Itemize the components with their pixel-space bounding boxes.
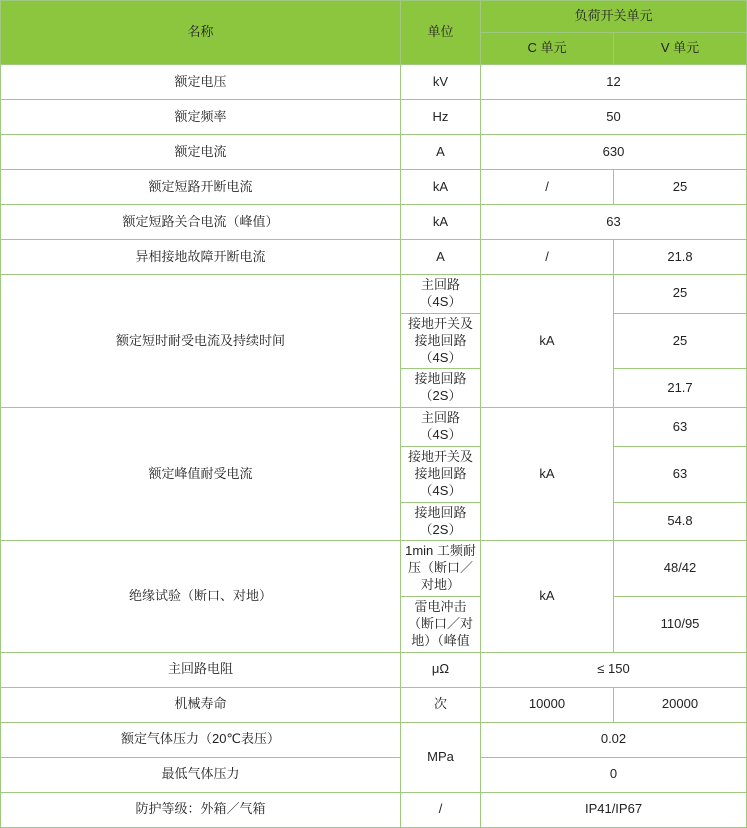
row-label: 最低气体压力: [1, 757, 401, 792]
row-value: 48/42: [614, 541, 747, 597]
group-unit: kA: [481, 408, 614, 541]
table-row: [1, 757, 747, 792]
row-value: 0: [481, 757, 747, 792]
row-value: 63: [614, 408, 747, 447]
row-label: 机械寿命: [1, 687, 401, 722]
row-value: 630: [481, 135, 747, 170]
row-value-v: 25: [614, 170, 747, 205]
group-unit: kA: [481, 541, 614, 652]
row-value-v: 20000: [614, 687, 747, 722]
row-value-c: /: [481, 170, 614, 205]
row-value: 25: [614, 275, 747, 314]
header-col-v: V 单元: [614, 33, 747, 65]
row-label: 防护等级：外箱／气箱: [1, 792, 401, 827]
row-value: ≤ 150: [481, 652, 747, 687]
table-row: [1, 792, 747, 827]
row-unit: μΩ: [401, 652, 481, 687]
row-label: 异相接地故障开断电流: [1, 240, 401, 275]
row-value: 50: [481, 100, 747, 135]
table-row: [1, 408, 747, 447]
row-unit: kA: [401, 170, 481, 205]
row-value: IP41/IP67: [481, 792, 747, 827]
row-label: 额定短路开断电流: [1, 170, 401, 205]
row-label: 额定气体压力（20℃表压）: [1, 722, 401, 757]
row-sublabel: 1min 工频耐压（断口／对地）: [401, 541, 481, 597]
header-name: 名称: [1, 1, 401, 65]
header-col-c: C 单元: [481, 33, 614, 65]
header-unit: 单位: [401, 1, 481, 65]
table-row: [1, 65, 747, 100]
table-row: [1, 135, 747, 170]
row-sublabel: 接地开关及接地回路（4S）: [401, 447, 481, 503]
table-header: [1, 1, 747, 65]
row-unit: Hz: [401, 100, 481, 135]
row-value: 63: [614, 447, 747, 503]
table-row: [1, 652, 747, 687]
row-value: 21.7: [614, 369, 747, 408]
row-label: 额定电压: [1, 65, 401, 100]
row-value: 63: [481, 205, 747, 240]
header-group: 负荷开关单元: [481, 1, 747, 33]
row-value: 54.8: [614, 502, 747, 541]
row-value-c: 10000: [481, 687, 614, 722]
table-row: [1, 541, 747, 597]
group-label-insulation-test: 绝缘试验（断口、对地）: [1, 541, 401, 652]
table-row: [1, 170, 747, 205]
table-body: [1, 65, 747, 828]
row-value: 0.02: [481, 722, 747, 757]
row-unit: A: [401, 135, 481, 170]
row-unit: kA: [401, 205, 481, 240]
row-sublabel: 雷电冲击（断口／对地）（峰值: [401, 597, 481, 653]
table-row: [1, 275, 747, 314]
row-value: 110/95: [614, 597, 747, 653]
row-unit: /: [401, 792, 481, 827]
group-unit: MPa: [401, 722, 481, 792]
row-sublabel: 主回路（4S）: [401, 275, 481, 314]
row-value-c: /: [481, 240, 614, 275]
table-row: [1, 100, 747, 135]
row-sublabel: 主回路（4S）: [401, 408, 481, 447]
row-sublabel: 接地回路（2S）: [401, 369, 481, 408]
row-label: 额定频率: [1, 100, 401, 135]
row-value: 12: [481, 65, 747, 100]
row-unit: 次: [401, 687, 481, 722]
row-value-v: 21.8: [614, 240, 747, 275]
row-label: 额定短路关合电流（峰值）: [1, 205, 401, 240]
row-sublabel: 接地回路（2S）: [401, 502, 481, 541]
group-unit: kA: [481, 275, 614, 408]
row-unit: kV: [401, 65, 481, 100]
table-row: [1, 205, 747, 240]
table-row: [1, 722, 747, 757]
group-label-rated-short-time: 额定短时耐受电流及持续时间: [1, 275, 401, 408]
row-value: 25: [614, 313, 747, 369]
group-label-rated-peak: 额定峰值耐受电流: [1, 408, 401, 541]
row-unit: A: [401, 240, 481, 275]
table-row: [1, 687, 747, 722]
row-label: 主回路电阻: [1, 652, 401, 687]
row-sublabel: 接地开关及接地回路（4S）: [401, 313, 481, 369]
row-label: 额定电流: [1, 135, 401, 170]
table-row: [1, 240, 747, 275]
